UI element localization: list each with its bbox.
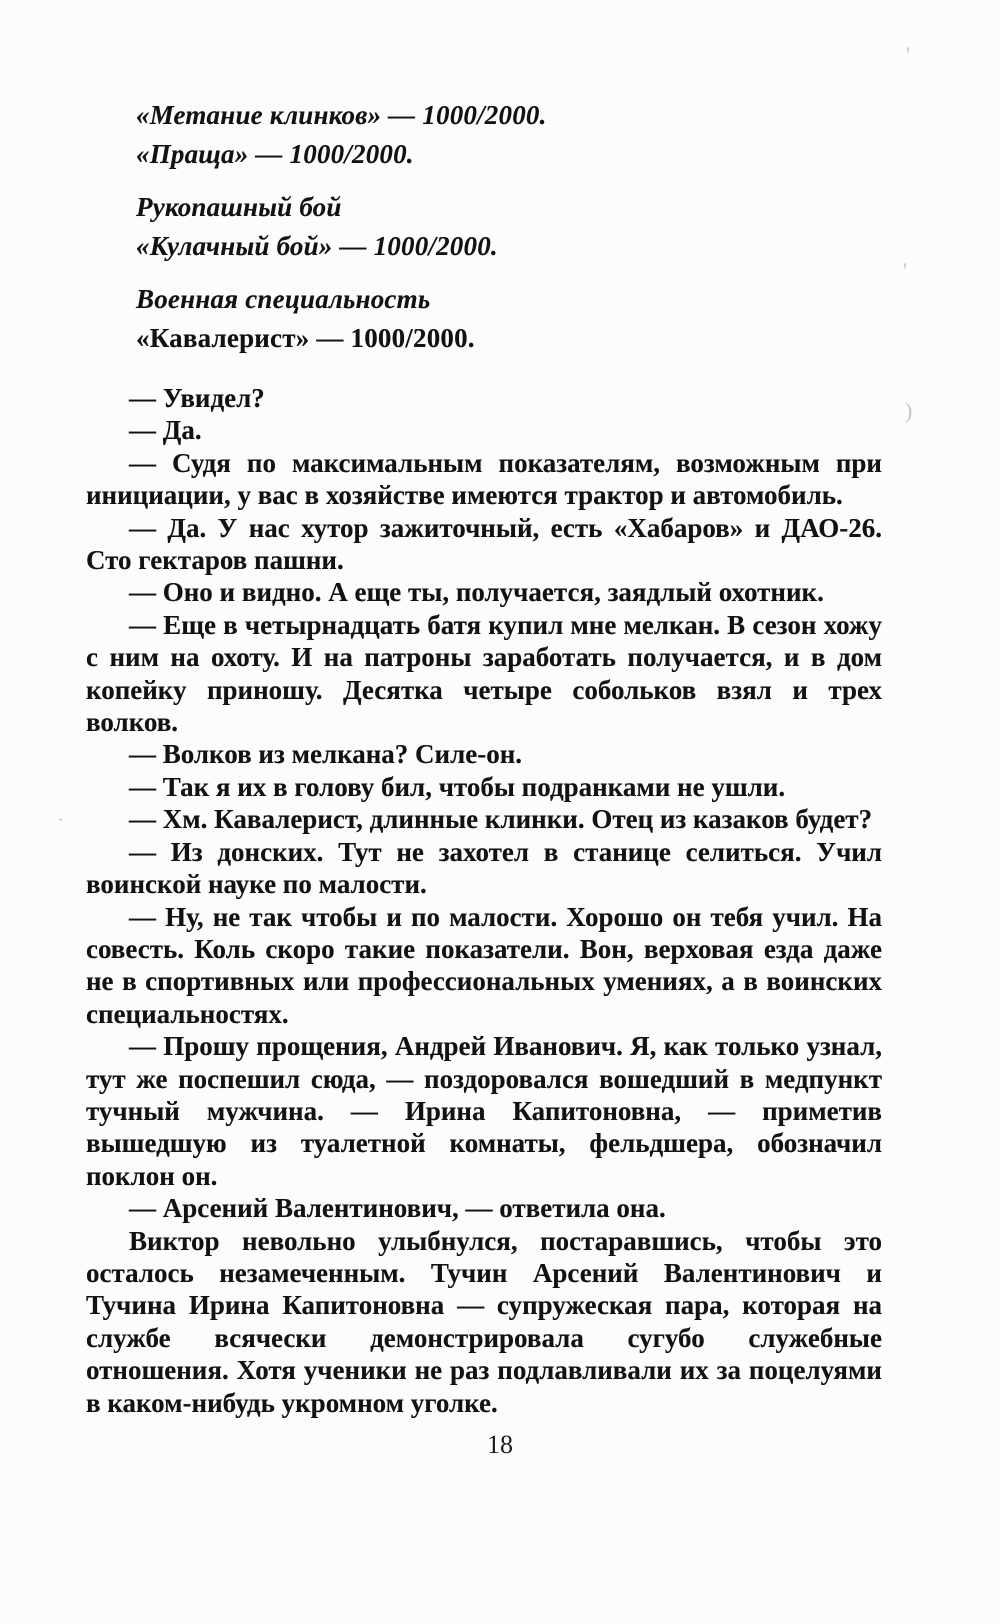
stat-line-sling: «Праща» — 1000/2000. <box>136 139 414 169</box>
scan-artifact: ' <box>906 42 910 67</box>
stat-heading-military-specialty: Военная специальность <box>136 284 431 314</box>
scan-artifact: · <box>58 812 64 829</box>
stat-line-blade-throwing: «Метание клинков» — 1000/2000. <box>136 100 547 130</box>
scan-artifact: ' <box>903 258 907 283</box>
dialogue-paragraph: — Прошу прощения, Андрей Иванович. Я, как только узнал, тут же поспешил сюда, — поздоровался вошедший в медпункт тучный мужчина. — Ирина Капитоновна, — приметив вышедшую из туалетной комнаты, фельдшера, обозначил поклон он. <box>86 1031 882 1191</box>
dialogue-paragraph: — Так я их в голову бил, чтобы подранками не ушли. <box>129 771 786 802</box>
page-number: 18 <box>487 1430 513 1459</box>
dialogue-paragraph: — Хм. Кавалерист, длинные клинки. Отец из казаков будет? <box>129 804 873 835</box>
stats-block <box>136 96 882 358</box>
stat-line-fistfight: «Кулачный бой» — 1000/2000. <box>136 231 498 261</box>
stat-heading-hand-to-hand: Рукопашный бой <box>136 192 342 222</box>
dialogue-paragraph: — Увидел? <box>129 383 265 413</box>
scan-artifact: ) <box>905 398 913 423</box>
dialogue-paragraph: — Арсений Валентинович, — ответила она. <box>129 1193 666 1224</box>
dialogue-paragraph: — Да. <box>129 415 202 446</box>
stat-line-cavalryman: «Кавалерист» — 1000/2000. <box>136 323 475 353</box>
text-block <box>86 96 882 1419</box>
dialogue-paragraph: — Из донских. Тут не захотел в станице селиться. Учил воинской науке по малости. <box>86 836 882 900</box>
dialogue-paragraph: — Ну, не так чтобы и по малости. Хорошо он тебя учил. На совесть. Коль скоро такие показатели. Вон, верховая езда даже не в спортивных или профессиональных умениях, а в воинских специальностях. <box>86 901 882 1029</box>
dialogue-paragraph: — Да. У нас хутор зажиточный, есть «Хабаров» и ДАО-26. Сто гектаров пашни. <box>86 512 882 576</box>
dialogue-paragraph: — Оно и видно. А еще ты, получается, заядлый охотник. <box>129 577 824 608</box>
narration-paragraph: Виктор невольно улыбнулся, постаравшись, чтобы это осталось незамеченным. Тучин Арсений Валентинович и Тучина Ирина Капитоновна — супружеская пара, которая на службе всячески демонстрировала сугубо служебные отношения. Хотя ученики не раз подлавливали их за поцелуями в каком-нибудь укромном уголке. <box>86 1225 882 1418</box>
dialogue-paragraph: — Судя по максимальным показателям, возможным при инициации, у вас в хозяйстве имеются трактор и автомобиль. <box>86 447 882 511</box>
dialogue-paragraph: — Волков из мелкана? Силе-он. <box>129 739 523 770</box>
dialogue-paragraph: — Еще в четырнадцать батя купил мне мелкан. В сезон хожу с ним на охоту. И на патроны заработать получается, и в дом копейку приношу. Десятка четыре собольков взял и трех волков. <box>86 609 882 738</box>
